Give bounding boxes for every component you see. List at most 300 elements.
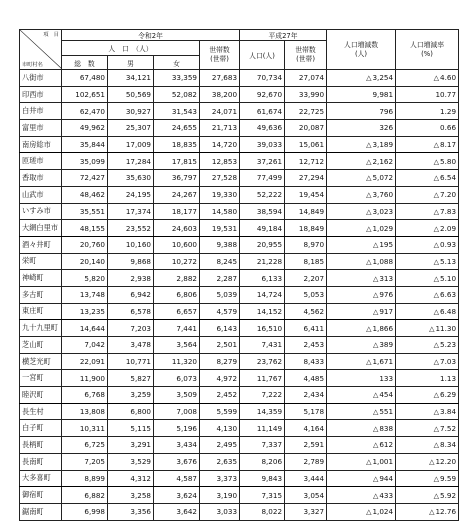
group-header-reiwa2: 令和2年 — [62, 30, 240, 41]
table-row — [20, 270, 459, 287]
header-female: 女 — [154, 56, 200, 70]
female-population-cell: 10,600 — [154, 236, 200, 253]
municipality-name-cell: 富里市 — [20, 120, 62, 137]
female-population-cell: 11,320 — [154, 353, 200, 370]
male-population-cell: 2,938 — [108, 270, 154, 287]
households-r2-cell: 2,452 — [200, 387, 240, 404]
table-row — [20, 286, 459, 303]
decrease-triangle-icon: △ — [366, 157, 372, 166]
group-header-heisei27: 平成27年 — [240, 30, 327, 41]
households-r2-cell: 12,853 — [200, 153, 240, 170]
population-h27-cell: 37,261 — [240, 153, 285, 170]
households-h27-cell: 2,434 — [285, 387, 327, 404]
total-population-cell: 6,882 — [62, 487, 108, 504]
population-h27-cell: 9,843 — [240, 470, 285, 487]
female-population-cell: 18,177 — [154, 203, 200, 220]
table-row — [20, 103, 459, 120]
pop-change-cell — [327, 303, 396, 320]
decrease-triangle-icon: △ — [372, 491, 379, 500]
population-h27-cell: 8,206 — [240, 453, 285, 470]
municipality-name-cell: 大網白里市 — [20, 220, 62, 237]
pop-change-cell — [327, 403, 396, 420]
male-population-cell: 6,942 — [108, 286, 154, 303]
households-h27-cell: 22,725 — [285, 103, 327, 120]
corner-header-cell — [20, 30, 62, 70]
male-population-cell: 9,868 — [108, 253, 154, 270]
table-row — [20, 437, 459, 454]
pop-change-value: 5,072 — [372, 173, 394, 183]
header-pop-change-rate: 人口増減率 (%) — [396, 30, 459, 70]
population-h27-cell: 7,315 — [240, 487, 285, 504]
households-h27-cell: 18,849 — [285, 220, 327, 237]
total-population-cell: 35,844 — [62, 136, 108, 153]
male-population-cell: 23,552 — [108, 220, 154, 237]
male-population-cell: 6,800 — [108, 403, 154, 420]
total-population-cell: 14,644 — [62, 320, 108, 337]
municipality-name-cell: 東庄町 — [20, 303, 62, 320]
population-h27-cell: 14,359 — [240, 403, 285, 420]
pop-change-cell — [327, 70, 396, 87]
decrease-triangle-icon: △ — [366, 191, 372, 200]
pop-change-cell — [327, 337, 396, 354]
table-row — [20, 320, 459, 337]
pop-change-value: 389 — [379, 340, 394, 350]
households-r2-cell: 27,683 — [200, 70, 240, 87]
households-h27-cell: 4,485 — [285, 370, 327, 387]
pop-change-rate-value: 11.30 — [435, 323, 457, 333]
households-h27-cell: 8,433 — [285, 353, 327, 370]
population-h27-cell: 20,955 — [240, 236, 285, 253]
decrease-triangle-icon: △ — [433, 307, 440, 316]
pop-change-cell — [327, 103, 396, 120]
households-r2-cell: 3,373 — [200, 470, 240, 487]
municipality-name-cell: 横芝光町 — [20, 353, 62, 370]
pop-change-rate-value: 1.13 — [440, 373, 457, 383]
decrease-triangle-icon: △ — [433, 358, 440, 367]
table-row — [20, 487, 459, 504]
pop-change-cell — [327, 420, 396, 437]
female-population-cell: 24,267 — [154, 186, 200, 203]
table-row — [20, 503, 459, 520]
decrease-triangle-icon: △ — [429, 508, 435, 517]
households-h27-cell: 5,178 — [285, 403, 327, 420]
pop-change-cell — [327, 286, 396, 303]
header-population-r2: 人 口 （人） — [62, 41, 200, 56]
households-r2-cell: 3,190 — [200, 487, 240, 504]
households-h27-cell: 4,562 — [285, 303, 327, 320]
male-population-cell: 6,578 — [108, 303, 154, 320]
pop-change-rate-value: 8.17 — [440, 140, 457, 150]
pop-change-value: 612 — [379, 440, 394, 450]
pop-change-cell — [327, 320, 396, 337]
female-population-cell: 24,655 — [154, 120, 200, 137]
pop-change-rate-value: 12.76 — [435, 507, 457, 517]
pop-change-rate-cell — [396, 270, 459, 287]
male-population-cell: 4,312 — [108, 470, 154, 487]
female-population-cell: 33,359 — [154, 70, 200, 87]
pop-change-rate-cell — [396, 337, 459, 354]
pop-change-rate-cell — [396, 170, 459, 187]
total-population-cell: 7,042 — [62, 337, 108, 354]
female-population-cell: 3,434 — [154, 437, 200, 454]
pop-change-rate-value: 3.84 — [440, 407, 457, 417]
total-population-cell: 48,155 — [62, 220, 108, 237]
households-h27-cell: 2,591 — [285, 437, 327, 454]
households-h27-cell: 33,990 — [285, 86, 327, 103]
municipality-name-cell: 大多喜町 — [20, 470, 62, 487]
header-total: 総 数 — [62, 56, 108, 70]
households-h27-cell: 3,054 — [285, 487, 327, 504]
pop-change-rate-cell — [396, 120, 459, 137]
pop-change-rate-value: 6.54 — [440, 173, 457, 183]
pop-change-rate-value: 5.10 — [440, 273, 457, 283]
male-population-cell: 17,284 — [108, 153, 154, 170]
total-population-cell: 72,427 — [62, 170, 108, 187]
households-h27-cell: 2,207 — [285, 270, 327, 287]
pop-change-rate-cell — [396, 470, 459, 487]
population-h27-cell: 61,674 — [240, 103, 285, 120]
households-h27-cell: 19,454 — [285, 186, 327, 203]
households-r2-cell: 3,033 — [200, 503, 240, 520]
total-population-cell: 49,962 — [62, 120, 108, 137]
pop-change-value: 917 — [379, 306, 394, 316]
total-population-cell: 6,998 — [62, 503, 108, 520]
pop-change-rate-value: 5.23 — [440, 340, 457, 350]
decrease-triangle-icon: △ — [433, 157, 440, 166]
pop-change-cell — [327, 437, 396, 454]
pop-change-rate-cell — [396, 253, 459, 270]
pop-change-rate-cell — [396, 370, 459, 387]
male-population-cell: 3,356 — [108, 503, 154, 520]
decrease-triangle-icon: △ — [372, 291, 379, 300]
municipality-name-cell: 山武市 — [20, 186, 62, 203]
male-population-cell: 24,195 — [108, 186, 154, 203]
population-h27-cell: 7,431 — [240, 337, 285, 354]
population-h27-cell: 49,636 — [240, 120, 285, 137]
municipality-name-cell: 神崎町 — [20, 270, 62, 287]
decrease-triangle-icon: △ — [366, 207, 372, 216]
population-table — [19, 29, 459, 521]
pop-change-rate-value: 10.77 — [435, 90, 457, 100]
households-r2-cell: 2,495 — [200, 437, 240, 454]
decrease-triangle-icon: △ — [433, 207, 440, 216]
municipality-name-cell: いすみ市 — [20, 203, 62, 220]
households-h27-cell: 27,074 — [285, 70, 327, 87]
households-h27-cell: 20,087 — [285, 120, 327, 137]
pop-change-value: 1,024 — [372, 507, 394, 517]
pop-change-rate-cell — [396, 387, 459, 404]
households-r2-cell: 24,071 — [200, 103, 240, 120]
female-population-cell: 31,543 — [154, 103, 200, 120]
decrease-triangle-icon: △ — [366, 508, 372, 517]
pop-change-rate-cell — [396, 103, 459, 120]
households-h27-cell: 2,453 — [285, 337, 327, 354]
population-h27-cell: 21,228 — [240, 253, 285, 270]
table-row — [20, 203, 459, 220]
decrease-triangle-icon: △ — [429, 324, 435, 333]
pop-change-cell — [327, 236, 396, 253]
decrease-triangle-icon: △ — [433, 257, 440, 266]
pop-change-cell — [327, 270, 396, 287]
households-r2-cell: 4,972 — [200, 370, 240, 387]
population-h27-cell: 52,222 — [240, 186, 285, 203]
table-row — [20, 220, 459, 237]
pop-change-rate-value: 0.66 — [440, 123, 457, 133]
households-h27-cell: 3,327 — [285, 503, 327, 520]
households-r2-cell: 5,039 — [200, 286, 240, 303]
decrease-triangle-icon: △ — [366, 74, 372, 83]
female-population-cell: 3,509 — [154, 387, 200, 404]
households-h27-cell: 12,712 — [285, 153, 327, 170]
table-body — [20, 70, 459, 521]
households-r2-cell: 8,245 — [200, 253, 240, 270]
municipality-name-cell: 御宿町 — [20, 487, 62, 504]
decrease-triangle-icon: △ — [372, 274, 379, 283]
total-population-cell: 102,651 — [62, 86, 108, 103]
table-row — [20, 453, 459, 470]
male-population-cell: 5,827 — [108, 370, 154, 387]
female-population-cell: 24,603 — [154, 220, 200, 237]
female-population-cell: 7,008 — [154, 403, 200, 420]
decrease-triangle-icon: △ — [429, 458, 435, 467]
pop-change-value: 796 — [379, 106, 394, 116]
households-r2-cell: 5,599 — [200, 403, 240, 420]
population-h27-cell: 11,149 — [240, 420, 285, 437]
population-h27-cell: 14,724 — [240, 286, 285, 303]
pop-change-rate-value: 0.93 — [440, 240, 457, 250]
pop-change-cell — [327, 136, 396, 153]
table-row — [20, 303, 459, 320]
decrease-triangle-icon: △ — [366, 257, 372, 266]
households-h27-cell: 15,061 — [285, 136, 327, 153]
households-r2-cell: 2,635 — [200, 453, 240, 470]
female-population-cell: 7,441 — [154, 320, 200, 337]
population-h27-cell: 7,337 — [240, 437, 285, 454]
total-population-cell: 13,808 — [62, 403, 108, 420]
municipality-name-cell: 酒々井町 — [20, 236, 62, 253]
households-r2-cell: 2,287 — [200, 270, 240, 287]
decrease-triangle-icon: △ — [372, 441, 379, 450]
total-population-cell: 22,091 — [62, 353, 108, 370]
table-row — [20, 370, 459, 387]
pop-change-rate-cell — [396, 70, 459, 87]
municipality-name-cell: 香取市 — [20, 170, 62, 187]
municipality-name-cell: 長柄町 — [20, 437, 62, 454]
decrease-triangle-icon: △ — [433, 424, 440, 433]
table-row — [20, 387, 459, 404]
table-row — [20, 120, 459, 137]
decrease-triangle-icon: △ — [433, 274, 440, 283]
table-row — [20, 186, 459, 203]
male-population-cell: 35,630 — [108, 170, 154, 187]
female-population-cell: 2,882 — [154, 270, 200, 287]
pop-change-rate-value: 7.52 — [440, 423, 457, 433]
female-population-cell: 36,797 — [154, 170, 200, 187]
population-h27-cell: 49,184 — [240, 220, 285, 237]
pop-change-rate-value: 7.03 — [440, 357, 457, 367]
pop-change-rate-cell — [396, 286, 459, 303]
decrease-triangle-icon: △ — [433, 74, 440, 83]
decrease-triangle-icon: △ — [372, 241, 379, 250]
female-population-cell: 6,657 — [154, 303, 200, 320]
header-households-r2: 世帯数 (世帯) — [200, 41, 240, 70]
male-population-cell: 17,009 — [108, 136, 154, 153]
header-population-h27: 人口(人) — [240, 41, 285, 70]
table-row — [20, 353, 459, 370]
population-h27-cell: 11,767 — [240, 370, 285, 387]
pop-change-cell — [327, 503, 396, 520]
total-population-cell: 7,205 — [62, 453, 108, 470]
population-h27-cell: 16,510 — [240, 320, 285, 337]
households-h27-cell: 5,053 — [285, 286, 327, 303]
decrease-triangle-icon: △ — [433, 291, 440, 300]
header-pop-change: 人口増減数 (人) — [327, 30, 396, 70]
population-table-container — [19, 29, 459, 521]
pop-change-value: 838 — [379, 423, 394, 433]
households-h27-cell: 2,789 — [285, 453, 327, 470]
pop-change-cell — [327, 253, 396, 270]
households-r2-cell: 14,720 — [200, 136, 240, 153]
households-r2-cell: 4,130 — [200, 420, 240, 437]
table-row — [20, 420, 459, 437]
decrease-triangle-icon: △ — [433, 224, 440, 233]
population-h27-cell: 7,222 — [240, 387, 285, 404]
municipality-name-cell: 睦沢町 — [20, 387, 62, 404]
table-row — [20, 170, 459, 187]
pop-change-cell — [327, 453, 396, 470]
pop-change-value: 1,088 — [372, 256, 394, 266]
households-h27-cell: 8,970 — [285, 236, 327, 253]
decrease-triangle-icon: △ — [372, 424, 379, 433]
households-r2-cell: 2,501 — [200, 337, 240, 354]
pop-change-rate-value: 9.59 — [440, 473, 457, 483]
population-h27-cell: 8,022 — [240, 503, 285, 520]
municipality-name-cell: 一宮町 — [20, 370, 62, 387]
header-male: 男 — [108, 56, 154, 70]
table-row — [20, 86, 459, 103]
total-population-cell: 10,311 — [62, 420, 108, 437]
municipality-name-cell: 多古町 — [20, 286, 62, 303]
municipality-name-cell: 九十九里町 — [20, 320, 62, 337]
pop-change-cell — [327, 86, 396, 103]
total-population-cell: 5,820 — [62, 270, 108, 287]
pop-change-value: 1,671 — [372, 357, 394, 367]
pop-change-rate-cell — [396, 236, 459, 253]
pop-change-rate-cell — [396, 403, 459, 420]
female-population-cell: 3,564 — [154, 337, 200, 354]
pop-change-value: 551 — [379, 407, 394, 417]
female-population-cell: 4,587 — [154, 470, 200, 487]
pop-change-rate-cell — [396, 353, 459, 370]
pop-change-value: 454 — [379, 390, 394, 400]
table-row — [20, 403, 459, 420]
total-population-cell: 48,462 — [62, 186, 108, 203]
pop-change-cell — [327, 353, 396, 370]
decrease-triangle-icon: △ — [366, 141, 372, 150]
pop-change-rate-value: 7.83 — [440, 206, 457, 216]
pop-change-cell — [327, 487, 396, 504]
male-population-cell: 5,115 — [108, 420, 154, 437]
households-r2-cell: 14,580 — [200, 203, 240, 220]
households-r2-cell: 19,531 — [200, 220, 240, 237]
pop-change-cell — [327, 387, 396, 404]
municipality-name-cell: 八街市 — [20, 70, 62, 87]
households-r2-cell: 6,143 — [200, 320, 240, 337]
population-h27-cell: 39,033 — [240, 136, 285, 153]
pop-change-value: 944 — [379, 473, 394, 483]
pop-change-cell — [327, 120, 396, 137]
male-population-cell: 3,291 — [108, 437, 154, 454]
households-h27-cell: 14,849 — [285, 203, 327, 220]
corner-item-label: 項 目 — [43, 32, 59, 38]
decrease-triangle-icon: △ — [433, 391, 440, 400]
female-population-cell: 17,815 — [154, 153, 200, 170]
total-population-cell: 6,725 — [62, 437, 108, 454]
municipality-name-cell: 長南町 — [20, 453, 62, 470]
households-h27-cell: 4,164 — [285, 420, 327, 437]
municipality-name-cell: 栄町 — [20, 253, 62, 270]
decrease-triangle-icon: △ — [366, 324, 372, 333]
municipality-name-cell: 長生村 — [20, 403, 62, 420]
table-row — [20, 253, 459, 270]
decrease-triangle-icon: △ — [433, 241, 440, 250]
municipality-name-cell: 白井市 — [20, 103, 62, 120]
pop-change-rate-cell — [396, 487, 459, 504]
pop-change-rate-value: 8.34 — [440, 440, 457, 450]
pop-change-value: 313 — [379, 273, 394, 283]
table-row — [20, 236, 459, 253]
households-r2-cell: 27,528 — [200, 170, 240, 187]
households-r2-cell: 8,279 — [200, 353, 240, 370]
table-row — [20, 136, 459, 153]
pop-change-cell — [327, 370, 396, 387]
pop-change-rate-cell — [396, 86, 459, 103]
pop-change-rate-cell — [396, 453, 459, 470]
male-population-cell: 25,307 — [108, 120, 154, 137]
table-row — [20, 470, 459, 487]
pop-change-value: 195 — [379, 240, 394, 250]
female-population-cell: 6,806 — [154, 286, 200, 303]
pop-change-rate-cell — [396, 320, 459, 337]
male-population-cell: 30,927 — [108, 103, 154, 120]
pop-change-value: 3,760 — [372, 190, 394, 200]
total-population-cell: 20,760 — [62, 236, 108, 253]
pop-change-rate-value: 6.48 — [440, 306, 457, 316]
pop-change-value: 2,162 — [372, 156, 394, 166]
male-population-cell: 17,374 — [108, 203, 154, 220]
pop-change-rate-cell — [396, 303, 459, 320]
male-population-cell: 3,478 — [108, 337, 154, 354]
male-population-cell: 3,529 — [108, 453, 154, 470]
households-h27-cell: 6,411 — [285, 320, 327, 337]
pop-change-value: 3,023 — [372, 206, 394, 216]
municipality-name-cell: 南房総市 — [20, 136, 62, 153]
corner-municipality-label: 市町村名 — [22, 62, 43, 68]
pop-change-rate-value: 12.20 — [435, 457, 457, 467]
population-h27-cell: 6,133 — [240, 270, 285, 287]
pop-change-value: 1,029 — [372, 223, 394, 233]
pop-change-value: 433 — [379, 490, 394, 500]
pop-change-rate-value: 7.20 — [440, 190, 457, 200]
pop-change-cell — [327, 153, 396, 170]
table-row — [20, 70, 459, 87]
population-h27-cell: 23,762 — [240, 353, 285, 370]
total-population-cell: 8,899 — [62, 470, 108, 487]
decrease-triangle-icon: △ — [372, 391, 379, 400]
pop-change-cell — [327, 170, 396, 187]
total-population-cell: 13,235 — [62, 303, 108, 320]
decrease-triangle-icon: △ — [433, 408, 440, 417]
